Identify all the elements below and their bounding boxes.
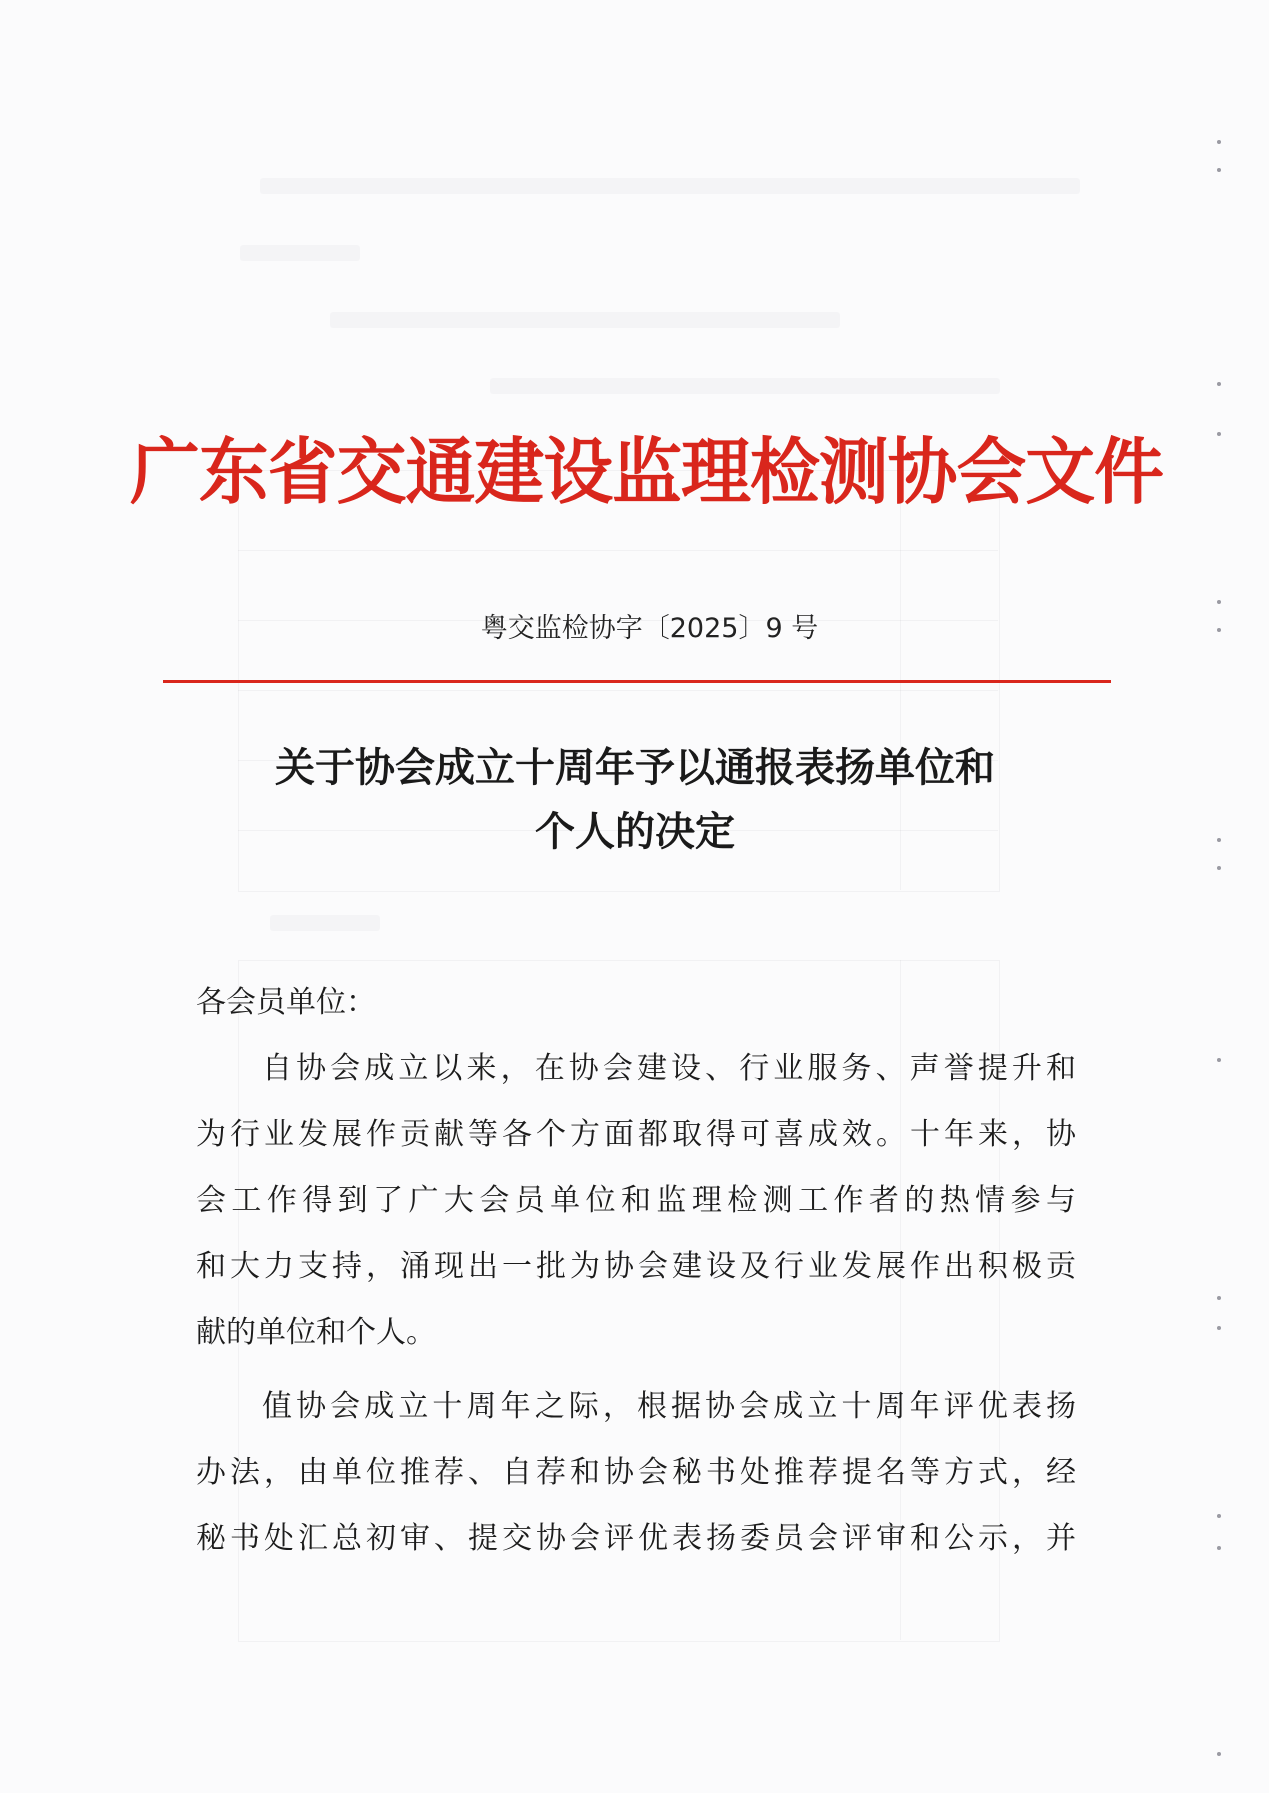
paragraph-line: 自协会成立以来，在协会建设、行业服务、声誉提升和 bbox=[262, 1051, 1076, 1086]
document-title bbox=[190, 736, 1080, 864]
binding-mark bbox=[1217, 432, 1221, 436]
binding-mark bbox=[1217, 382, 1221, 386]
document-number: 粤交监检协字〔2025〕9 号 bbox=[480, 613, 819, 644]
document-title-line: 关于协会成立十周年予以通报表扬单位和 bbox=[275, 745, 995, 791]
bleed-through-mark bbox=[330, 312, 840, 328]
binding-mark bbox=[1217, 168, 1221, 172]
bleed-through-mark bbox=[490, 378, 1000, 394]
binding-mark bbox=[1217, 1752, 1221, 1756]
binding-mark bbox=[1217, 140, 1221, 144]
bleed-through-mark bbox=[238, 550, 998, 551]
document-body bbox=[196, 970, 1076, 1572]
paragraph-line: 为行业发展作贡献等各个方面都取得可喜成效。十年来，协 bbox=[196, 1117, 1076, 1152]
binding-mark bbox=[1217, 600, 1221, 604]
paragraph bbox=[196, 1036, 1076, 1366]
binding-mark bbox=[1217, 1296, 1221, 1300]
salutation: 各会员单位： bbox=[196, 985, 376, 1020]
paragraph-line: 值协会成立十周年之际，根据协会成立十周年评优表扬 bbox=[262, 1389, 1076, 1424]
document-title-line: 个人的决定 bbox=[535, 809, 735, 855]
bleed-through-mark bbox=[260, 178, 1080, 194]
paragraph-line: 献的单位和个人。 bbox=[196, 1315, 436, 1350]
bleed-through-mark bbox=[270, 915, 380, 931]
binding-mark bbox=[1217, 1514, 1221, 1518]
binding-mark bbox=[1217, 1058, 1221, 1062]
binding-mark bbox=[1217, 838, 1221, 842]
bleed-through-mark bbox=[238, 690, 998, 691]
paragraph-line: 和大力支持，涌现出一批为协会建设及行业发展作出积极贡 bbox=[196, 1249, 1076, 1284]
paragraph-line: 会工作得到了广大会员单位和监理检测工作者的热情参与 bbox=[196, 1183, 1076, 1218]
binding-mark bbox=[1217, 1326, 1221, 1330]
paragraph-line: 办法，由单位推荐、自荐和协会秘书处推荐提名等方式，经 bbox=[196, 1455, 1076, 1490]
header-divider bbox=[163, 680, 1111, 683]
bleed-through-mark bbox=[240, 245, 360, 261]
paragraph-line: 秘书处汇总初审、提交协会评优表扬委员会评审和公示，并 bbox=[196, 1521, 1076, 1556]
paragraph bbox=[196, 1374, 1076, 1572]
binding-mark bbox=[1217, 866, 1221, 870]
binding-mark bbox=[1217, 1546, 1221, 1550]
document-header-title: 广东省交通建设监理检测协会文件 bbox=[130, 433, 1164, 513]
